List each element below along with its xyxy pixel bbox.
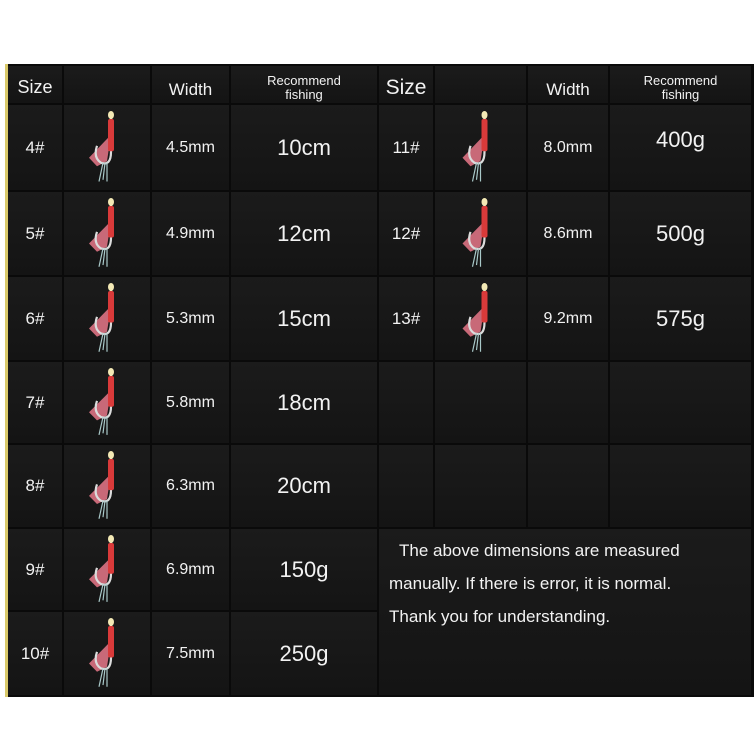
lure-image-cell bbox=[64, 362, 150, 443]
recommend-cell: 500g bbox=[610, 192, 751, 275]
header-recommend-line2: fishing bbox=[285, 86, 323, 102]
width-cell: 4.9mm bbox=[152, 192, 229, 275]
fishing-hook-lure-icon bbox=[64, 105, 150, 190]
empty-cell bbox=[610, 362, 751, 443]
header-image-blank bbox=[64, 66, 150, 103]
fishing-hook-lure-icon bbox=[64, 612, 150, 695]
width-cell: 6.3mm bbox=[152, 445, 229, 527]
recommend-cell: 575g bbox=[610, 277, 751, 360]
header-width: Width bbox=[152, 66, 229, 103]
recommend-cell: 15cm bbox=[231, 277, 377, 360]
size-cell: 7# bbox=[8, 362, 62, 443]
recommend-cell: 400g bbox=[610, 105, 751, 190]
size-cell: 13# bbox=[379, 277, 433, 360]
recommend-cell: 20cm bbox=[231, 445, 377, 527]
header-image-blank-right bbox=[435, 66, 526, 103]
size-cell: 8# bbox=[8, 445, 62, 527]
width-cell: 8.6mm bbox=[528, 192, 608, 275]
width-cell: 6.9mm bbox=[152, 529, 229, 610]
header-size-right: Size bbox=[379, 66, 433, 103]
note-line-3: Thank you for understanding. bbox=[389, 607, 611, 626]
header-size: Size bbox=[8, 66, 62, 103]
recommend-cell: 250g bbox=[231, 612, 377, 695]
lure-image-cell bbox=[64, 529, 150, 610]
fishing-hook-lure-icon bbox=[64, 277, 150, 360]
size-cell: 12# bbox=[379, 192, 433, 275]
lure-image-cell bbox=[64, 192, 150, 275]
width-cell: 5.3mm bbox=[152, 277, 229, 360]
recommend-cell: 150g bbox=[231, 529, 377, 610]
size-cell: 5# bbox=[8, 192, 62, 275]
size-cell: 6# bbox=[8, 277, 62, 360]
empty-cell bbox=[435, 362, 526, 443]
fishing-hook-lure-icon bbox=[64, 445, 150, 527]
width-cell: 4.5mm bbox=[152, 105, 229, 190]
fishing-hook-lure-icon bbox=[64, 362, 150, 443]
lure-image-cell bbox=[64, 277, 150, 360]
empty-cell bbox=[528, 445, 608, 527]
header-recommend-line1: Recommend bbox=[267, 72, 341, 88]
size-cell: 10# bbox=[8, 612, 62, 695]
width-cell: 9.2mm bbox=[528, 277, 608, 360]
empty-cell bbox=[610, 445, 751, 527]
header-recommend-line2-right: fishing bbox=[661, 86, 700, 102]
size-cell: 11# bbox=[379, 105, 433, 190]
fishing-hook-lure-icon bbox=[435, 192, 526, 275]
empty-cell bbox=[379, 445, 433, 527]
recommend-cell: 12cm bbox=[231, 192, 377, 275]
note-line-2: manually. If there is error, it is normal. bbox=[389, 574, 672, 593]
measurement-note bbox=[379, 529, 751, 695]
recommend-cell: 18cm bbox=[231, 362, 377, 443]
fishing-hook-lure-icon bbox=[435, 105, 526, 190]
empty-cell bbox=[435, 445, 526, 527]
header-recommend-fishing bbox=[231, 66, 377, 103]
lure-image-cell bbox=[435, 192, 526, 275]
lure-image-cell bbox=[64, 445, 150, 527]
header-width-right: Width bbox=[528, 66, 608, 103]
lure-image-cell bbox=[64, 612, 150, 695]
header-recommend-line1-right: Recommend bbox=[643, 72, 718, 88]
size-cell: 9# bbox=[8, 529, 62, 610]
fishing-hook-lure-icon bbox=[64, 529, 150, 610]
recommend-cell: 10cm bbox=[231, 105, 377, 190]
lure-image-cell bbox=[435, 105, 526, 190]
lure-image-cell bbox=[435, 277, 526, 360]
width-cell: 5.8mm bbox=[152, 362, 229, 443]
fishing-hook-lure-icon bbox=[64, 192, 150, 275]
empty-cell bbox=[528, 362, 608, 443]
size-cell: 4# bbox=[8, 105, 62, 190]
width-cell: 8.0mm bbox=[528, 105, 608, 190]
lure-image-cell bbox=[64, 105, 150, 190]
fishing-hook-lure-icon bbox=[435, 277, 526, 360]
width-cell: 7.5mm bbox=[152, 612, 229, 695]
empty-cell bbox=[379, 362, 433, 443]
note-line-1: The above dimensions are measured bbox=[399, 541, 680, 560]
header-recommend-fishing-right bbox=[610, 66, 751, 103]
